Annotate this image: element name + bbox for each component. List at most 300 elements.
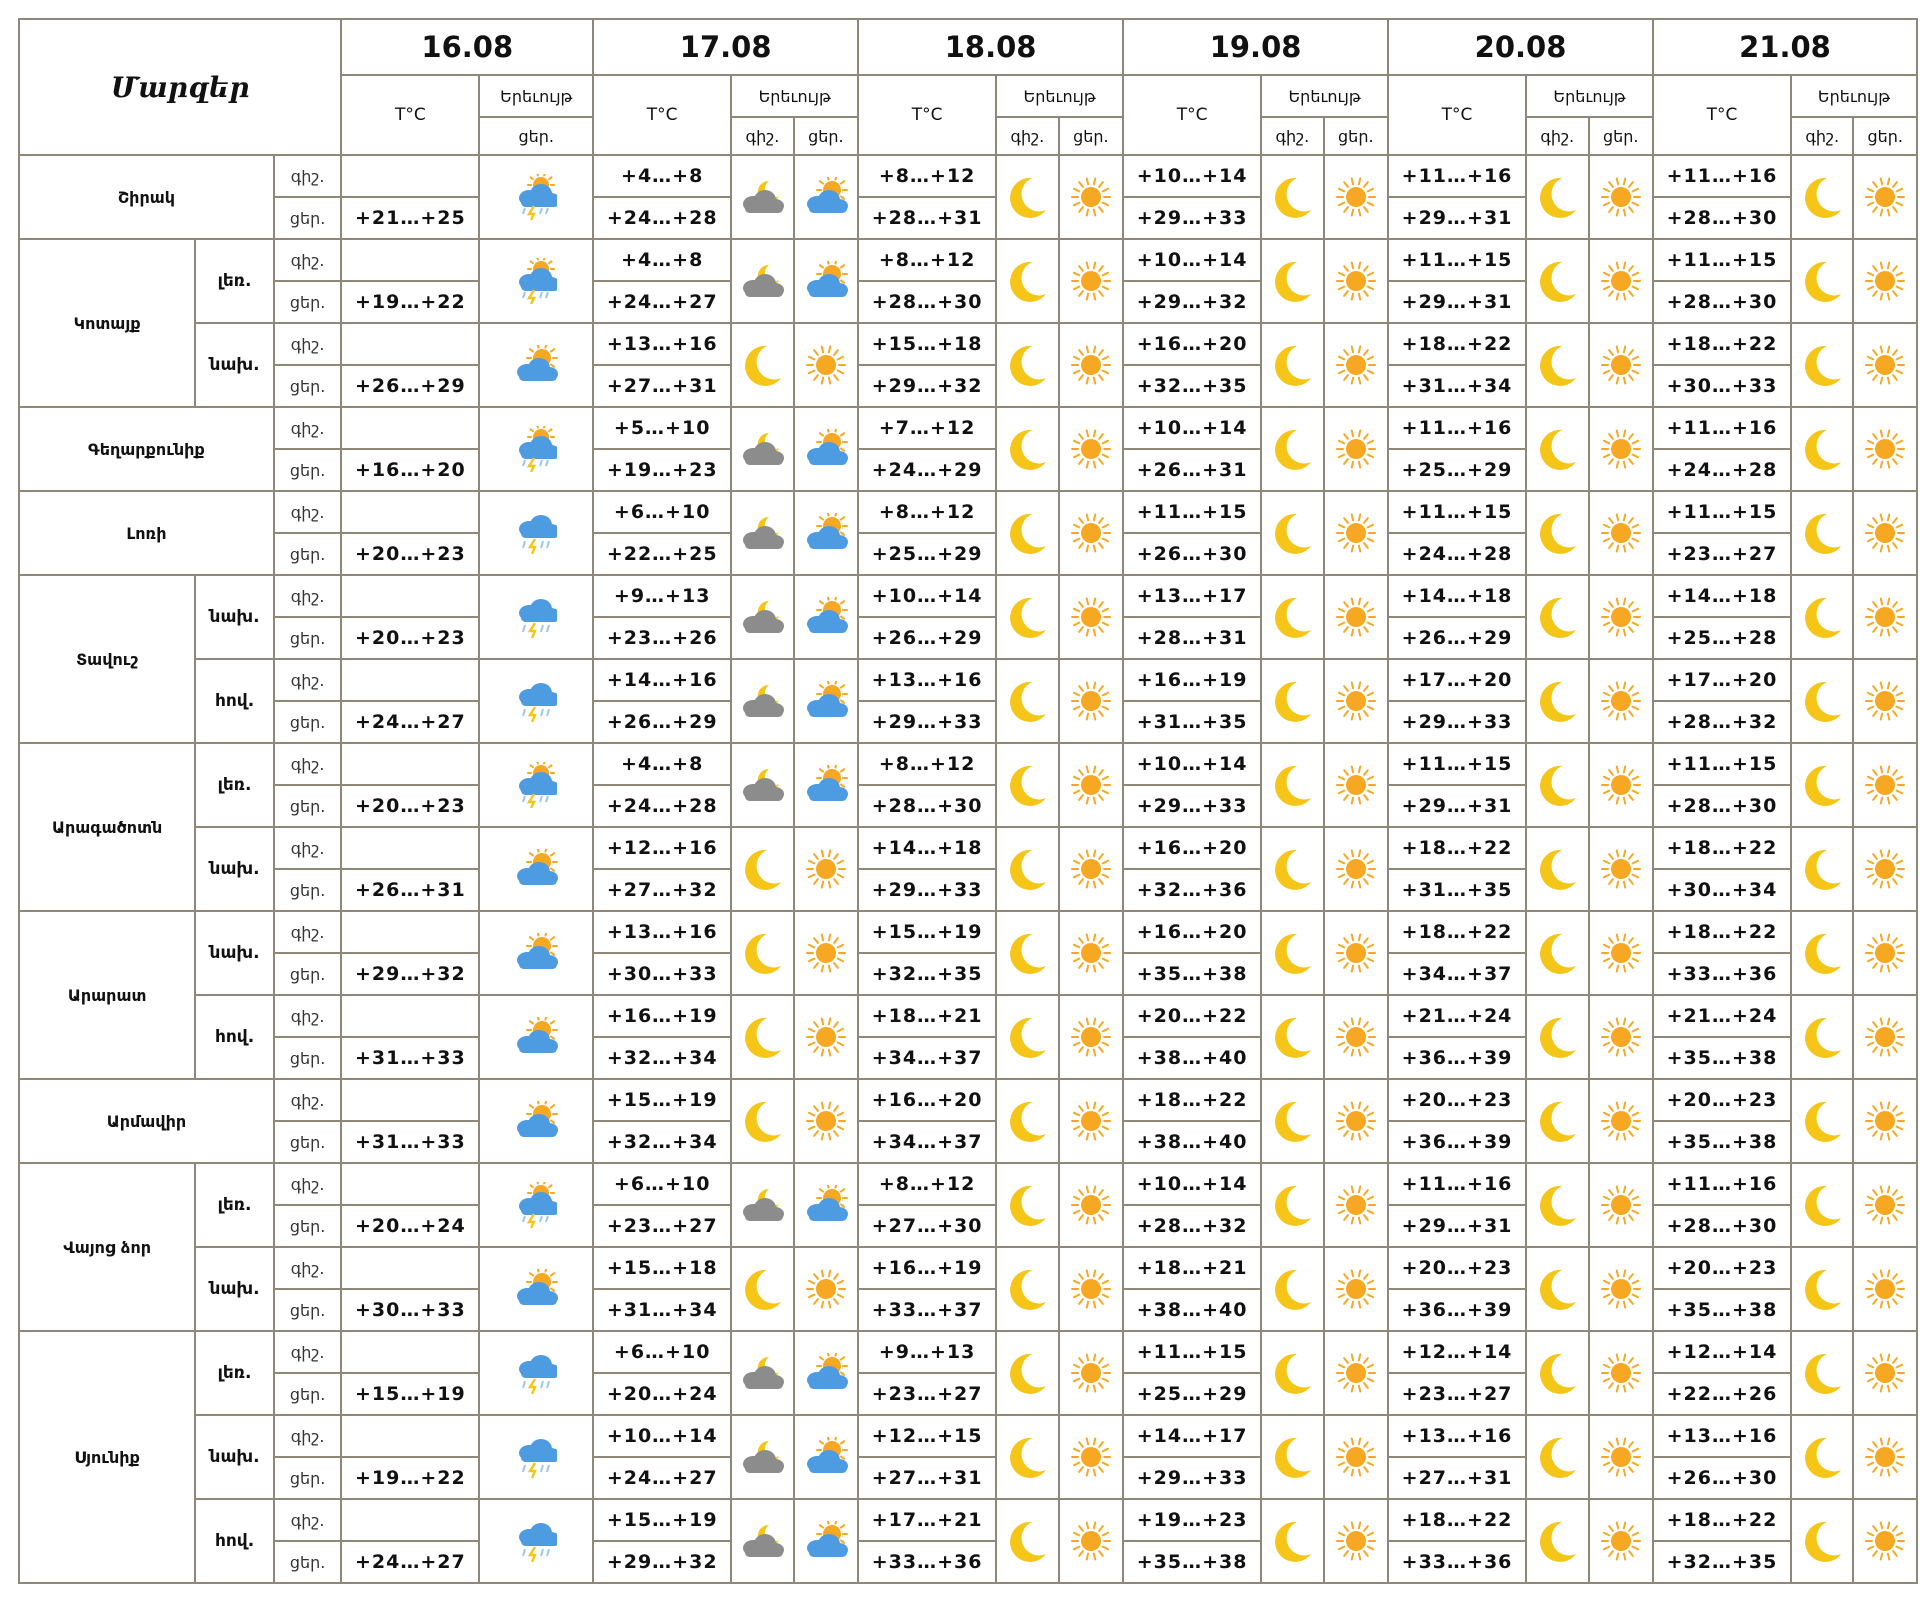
temperature-cell: [341, 743, 479, 785]
temperature-cell: +28…+30: [1653, 785, 1791, 827]
temperature-cell: +35…+38: [1653, 1289, 1791, 1331]
temperature-cell: +24…+28: [1388, 533, 1526, 575]
region-name: Կոտայք: [19, 239, 195, 407]
sun-icon: [1059, 155, 1124, 239]
temperature-cell: +15…+18: [858, 323, 996, 365]
date-header-19: 19.08: [1123, 19, 1388, 75]
cloud-moon-icon: [731, 407, 793, 491]
sun-icon: [1059, 575, 1124, 659]
weather-header: Երեւույթ: [1261, 75, 1388, 117]
temperature-cell: [341, 1247, 479, 1289]
cloud-sun-icon: [479, 827, 593, 911]
cloud-sun-icon: [479, 1247, 593, 1331]
temperature-cell: +29…+32: [1123, 281, 1261, 323]
cloud-sun-icon: [794, 491, 859, 575]
temperature-cell: +11…+15: [1388, 743, 1526, 785]
temperature-cell: +14…+18: [1388, 575, 1526, 617]
temperature-cell: +38…+40: [1123, 1121, 1261, 1163]
time-of-day-label: ցեր.: [274, 1037, 342, 1079]
moon-icon: [996, 1415, 1058, 1499]
moon-icon: [1526, 239, 1588, 323]
time-of-day-label: գիշ.: [274, 1499, 342, 1541]
time-of-day-label: ցեր.: [274, 869, 342, 911]
temperature-cell: +21…+24: [1653, 995, 1791, 1037]
table-row: [19, 239, 1917, 281]
region-name: Տավուշ: [19, 575, 195, 743]
temperature-cell: +18…+21: [858, 995, 996, 1037]
moon-icon: [1526, 995, 1588, 1079]
sun-icon: [1059, 911, 1124, 995]
temperature-cell: +27…+32: [593, 869, 731, 911]
temperature-cell: +24…+27: [341, 701, 479, 743]
area-label: նախ.: [195, 1415, 274, 1499]
temperature-cell: +24…+27: [341, 1541, 479, 1583]
sun-icon: [1853, 1079, 1917, 1163]
temperature-cell: +16…+19: [1123, 659, 1261, 701]
sun-icon: [1324, 1331, 1389, 1415]
temperature-cell: +10…+14: [1123, 743, 1261, 785]
temperature-cell: +20…+23: [1653, 1247, 1791, 1289]
sun-icon: [794, 1247, 859, 1331]
region-name: Լոռի: [19, 491, 274, 575]
moon-icon: [1261, 659, 1323, 743]
temperature-cell: +11…+16: [1388, 1163, 1526, 1205]
sun-icon: [1589, 1079, 1654, 1163]
sun-icon: [1059, 239, 1124, 323]
area-label: լեռ.: [195, 1163, 274, 1247]
temperature-cell: +15…+18: [593, 1247, 731, 1289]
temperature-cell: [341, 1331, 479, 1373]
temperature-cell: +36…+39: [1388, 1037, 1526, 1079]
moon-icon: [1261, 911, 1323, 995]
sun-icon: [1589, 323, 1654, 407]
sun-icon: [1324, 1415, 1389, 1499]
day-subheader: ցեր.: [479, 117, 593, 155]
temperature-cell: +21…+24: [1388, 995, 1526, 1037]
temperature-cell: +11…+15: [1653, 239, 1791, 281]
temperature-cell: +18…+22: [1653, 323, 1791, 365]
moon-icon: [1261, 575, 1323, 659]
weather-header: Երեւույթ: [1791, 75, 1917, 117]
sun-icon: [1324, 155, 1389, 239]
moon-icon: [1791, 323, 1853, 407]
temperature-cell: +29…+33: [1123, 785, 1261, 827]
temperature-cell: +11…+16: [1388, 155, 1526, 197]
temperature-cell: +10…+14: [1123, 1163, 1261, 1205]
cloud-moon-icon: [731, 1499, 793, 1583]
temperature-cell: +9…+13: [593, 575, 731, 617]
temperature-cell: +13…+17: [1123, 575, 1261, 617]
storm-icon: [479, 155, 593, 239]
weather-header: Երեւույթ: [731, 75, 858, 117]
temperature-cell: +26…+29: [341, 365, 479, 407]
temperature-cell: +16…+20: [1123, 323, 1261, 365]
sun-icon: [1324, 743, 1389, 827]
time-of-day-label: ցեր.: [274, 617, 342, 659]
temperature-cell: +32…+34: [593, 1037, 731, 1079]
area-label: հով.: [195, 1499, 274, 1583]
area-label: հով.: [195, 995, 274, 1079]
temperature-cell: +8…+12: [858, 491, 996, 533]
day-subheader: ցեր.: [1324, 117, 1389, 155]
moon-icon: [1261, 491, 1323, 575]
region-name: Վայոց ձոր: [19, 1163, 195, 1331]
sun-icon: [1853, 995, 1917, 1079]
temperature-cell: +29…+32: [593, 1541, 731, 1583]
area-label: նախ.: [195, 1247, 274, 1331]
time-of-day-label: ցեր.: [274, 533, 342, 575]
sun-icon: [1853, 743, 1917, 827]
temperature-cell: +20…+23: [341, 617, 479, 659]
temperature-cell: +20…+24: [593, 1373, 731, 1415]
storm-icon: [479, 239, 593, 323]
sun-icon: [1059, 1415, 1124, 1499]
area-label: նախ.: [195, 575, 274, 659]
temperature-cell: +33…+36: [858, 1541, 996, 1583]
table-row: [19, 827, 1917, 869]
sun-icon: [1324, 1163, 1389, 1247]
sun-icon: [1059, 491, 1124, 575]
time-of-day-label: ցեր.: [274, 1205, 342, 1247]
moon-icon: [996, 659, 1058, 743]
temperature-cell: +17…+20: [1653, 659, 1791, 701]
table-row: [19, 911, 1917, 953]
moon-icon: [1526, 827, 1588, 911]
temperature-cell: +8…+12: [858, 1163, 996, 1205]
date-header-21: 21.08: [1653, 19, 1917, 75]
area-label: նախ.: [195, 911, 274, 995]
day-subheader: ցեր.: [1853, 117, 1917, 155]
moon-icon: [1791, 407, 1853, 491]
table-row: [19, 575, 1917, 617]
temperature-cell: +25…+28: [1653, 617, 1791, 659]
moon-icon: [1791, 743, 1853, 827]
temperature-cell: +24…+28: [593, 785, 731, 827]
moon-icon: [996, 155, 1058, 239]
temperature-cell: +29…+32: [341, 953, 479, 995]
temperature-cell: +6…+10: [593, 1163, 731, 1205]
temperature-cell: +18…+22: [1653, 827, 1791, 869]
temperature-cell: +18…+22: [1388, 911, 1526, 953]
moon-icon: [996, 911, 1058, 995]
temperature-cell: +5…+10: [593, 407, 731, 449]
temp-header: T°C: [1123, 75, 1261, 155]
temperature-cell: +31…+33: [341, 1121, 479, 1163]
temperature-cell: +11…+15: [1653, 491, 1791, 533]
storm-icon: [479, 1163, 593, 1247]
temperature-cell: +34…+37: [858, 1037, 996, 1079]
moon-icon: [996, 995, 1058, 1079]
temperature-cell: +26…+30: [1123, 533, 1261, 575]
temperature-cell: +24…+27: [593, 1457, 731, 1499]
cloud-moon-icon: [731, 575, 793, 659]
sun-icon: [1589, 1163, 1654, 1247]
temperature-cell: +28…+32: [1653, 701, 1791, 743]
moon-icon: [996, 1499, 1058, 1583]
temperature-cell: +17…+21: [858, 1499, 996, 1541]
table-row: [19, 659, 1917, 701]
temperature-cell: +28…+30: [858, 785, 996, 827]
temperature-cell: [341, 575, 479, 617]
sun-icon: [1059, 995, 1124, 1079]
temperature-cell: +11…+16: [1653, 407, 1791, 449]
time-of-day-label: ցեր.: [274, 449, 342, 491]
sun-icon: [1589, 911, 1654, 995]
cloud-sun-icon: [794, 659, 859, 743]
cloud-sun-icon: [794, 1415, 859, 1499]
cloud-moon-icon: [731, 1163, 793, 1247]
temperature-cell: +30…+33: [1653, 365, 1791, 407]
moon-icon: [996, 407, 1058, 491]
temperature-cell: +19…+23: [1123, 1499, 1261, 1541]
moon-icon: [1526, 911, 1588, 995]
temperature-cell: +32…+35: [1653, 1541, 1791, 1583]
temperature-cell: +23…+27: [593, 1205, 731, 1247]
sun-icon: [1324, 1079, 1389, 1163]
sun-icon: [1324, 911, 1389, 995]
cloud-moon-icon: [731, 239, 793, 323]
time-of-day-label: գիշ.: [274, 1163, 342, 1205]
time-of-day-label: ցեր.: [274, 281, 342, 323]
time-of-day-label: ցեր.: [274, 365, 342, 407]
moon-icon: [1526, 575, 1588, 659]
temperature-cell: +29…+32: [858, 365, 996, 407]
sun-icon: [1324, 1247, 1389, 1331]
temperature-cell: +23…+27: [858, 1373, 996, 1415]
sun-icon: [794, 1079, 859, 1163]
moon-icon: [996, 323, 1058, 407]
date-header-20: 20.08: [1388, 19, 1653, 75]
temperature-cell: +25…+29: [1123, 1373, 1261, 1415]
temperature-cell: +13…+16: [593, 323, 731, 365]
temperature-cell: +20…+23: [341, 533, 479, 575]
temperature-cell: +36…+39: [1388, 1121, 1526, 1163]
cloud-rain-icon: [479, 659, 593, 743]
time-of-day-label: ցեր.: [274, 1457, 342, 1499]
region-name: Արմավիր: [19, 1079, 274, 1163]
night-subheader: գիշ.: [731, 117, 793, 155]
moon-icon: [1526, 743, 1588, 827]
moon-icon: [996, 1331, 1058, 1415]
table-row: [19, 1331, 1917, 1373]
sun-icon: [1853, 911, 1917, 995]
temperature-cell: +12…+16: [593, 827, 731, 869]
temperature-cell: +28…+32: [1123, 1205, 1261, 1247]
sun-icon: [1589, 239, 1654, 323]
cloud-sun-icon: [479, 995, 593, 1079]
moon-icon: [1791, 1247, 1853, 1331]
temperature-cell: +27…+31: [858, 1457, 996, 1499]
temperature-cell: +25…+29: [858, 533, 996, 575]
temp-header: T°C: [593, 75, 731, 155]
temperature-cell: +26…+29: [1388, 617, 1526, 659]
moon-icon: [1791, 1415, 1853, 1499]
time-of-day-label: գիշ.: [274, 743, 342, 785]
sun-icon: [1589, 1247, 1654, 1331]
night-subheader: գիշ.: [1526, 117, 1588, 155]
table-row: [19, 995, 1917, 1037]
temperature-cell: +24…+28: [1653, 449, 1791, 491]
temperature-cell: +26…+29: [593, 701, 731, 743]
temp-header: T°C: [858, 75, 996, 155]
temperature-cell: +10…+14: [1123, 155, 1261, 197]
temperature-cell: +31…+35: [1388, 869, 1526, 911]
temperature-cell: +16…+20: [1123, 827, 1261, 869]
temperature-cell: +32…+35: [858, 953, 996, 995]
temperature-cell: +28…+30: [858, 281, 996, 323]
temperature-cell: +29…+33: [858, 701, 996, 743]
temperature-cell: +31…+34: [593, 1289, 731, 1331]
cloud-sun-icon: [479, 911, 593, 995]
temperature-cell: +23…+26: [593, 617, 731, 659]
moon-icon: [1526, 155, 1588, 239]
moon-icon: [731, 911, 793, 995]
temperature-cell: +30…+33: [341, 1289, 479, 1331]
cloud-sun-icon: [794, 1331, 859, 1415]
moon-icon: [1791, 575, 1853, 659]
sun-icon: [1853, 491, 1917, 575]
temperature-cell: +28…+31: [858, 197, 996, 239]
sun-icon: [1853, 1499, 1917, 1583]
temperature-cell: +10…+14: [858, 575, 996, 617]
table-row: [19, 491, 1917, 533]
time-of-day-label: գիշ.: [274, 323, 342, 365]
time-of-day-label: ցեր.: [274, 1541, 342, 1583]
night-subheader: գիշ.: [1791, 117, 1853, 155]
cloud-sun-icon: [479, 1079, 593, 1163]
temperature-cell: [341, 995, 479, 1037]
temperature-cell: +26…+29: [858, 617, 996, 659]
moon-icon: [1526, 1079, 1588, 1163]
sun-icon: [1589, 827, 1654, 911]
sun-icon: [1059, 1331, 1124, 1415]
moon-icon: [1261, 743, 1323, 827]
time-of-day-label: ցեր.: [274, 197, 342, 239]
temperature-cell: +35…+38: [1653, 1121, 1791, 1163]
date-header-17: 17.08: [593, 19, 858, 75]
table-row: [19, 155, 1917, 197]
temperature-cell: +26…+31: [1123, 449, 1261, 491]
table-row: [19, 743, 1917, 785]
temperature-cell: +18…+22: [1388, 323, 1526, 365]
cloud-rain-icon: [479, 491, 593, 575]
temperature-cell: +31…+33: [341, 1037, 479, 1079]
area-label: նախ.: [195, 827, 274, 911]
region-name: Արագածոտն: [19, 743, 195, 911]
temperature-cell: +18…+21: [1123, 1247, 1261, 1289]
temperature-cell: +38…+40: [1123, 1037, 1261, 1079]
temperature-cell: +30…+34: [1653, 869, 1791, 911]
temperature-cell: +32…+35: [1123, 365, 1261, 407]
sun-icon: [1589, 1499, 1654, 1583]
sun-icon: [1853, 659, 1917, 743]
temperature-cell: +29…+31: [1388, 785, 1526, 827]
region-name: Արարատ: [19, 911, 195, 1079]
temperature-cell: [341, 239, 479, 281]
sun-icon: [1853, 155, 1917, 239]
time-of-day-label: ցեր.: [274, 701, 342, 743]
sun-icon: [1059, 1499, 1124, 1583]
sun-icon: [1324, 407, 1389, 491]
temperature-cell: +24…+27: [593, 281, 731, 323]
temperature-cell: [341, 1415, 479, 1457]
date-header-18: 18.08: [858, 19, 1123, 75]
temperature-cell: +28…+31: [1123, 617, 1261, 659]
table-row: [19, 1163, 1917, 1205]
moon-icon: [1791, 1163, 1853, 1247]
temperature-cell: +20…+23: [1388, 1247, 1526, 1289]
temperature-cell: +23…+27: [1653, 533, 1791, 575]
forecast-body: [19, 155, 1917, 1583]
temperature-cell: +6…+10: [593, 1331, 731, 1373]
weather-header: Երեւույթ: [479, 75, 593, 117]
sun-icon: [1059, 1247, 1124, 1331]
sun-icon: [1853, 1163, 1917, 1247]
time-of-day-label: գիշ.: [274, 659, 342, 701]
sun-icon: [1059, 1163, 1124, 1247]
cloud-moon-icon: [731, 659, 793, 743]
temperature-cell: +33…+37: [858, 1289, 996, 1331]
time-of-day-label: գիշ.: [274, 1415, 342, 1457]
sun-icon: [1324, 827, 1389, 911]
moon-icon: [1261, 323, 1323, 407]
temperature-cell: +17…+20: [1388, 659, 1526, 701]
moon-icon: [1791, 155, 1853, 239]
temperature-cell: +20…+23: [341, 785, 479, 827]
moon-icon: [996, 827, 1058, 911]
temperature-cell: +14…+16: [593, 659, 731, 701]
temperature-cell: +11…+16: [1653, 155, 1791, 197]
temperature-cell: +10…+14: [593, 1415, 731, 1457]
temp-header: T°C: [341, 75, 479, 155]
sun-icon: [1853, 1415, 1917, 1499]
temperature-cell: +29…+33: [858, 869, 996, 911]
cloud-rain-icon: [479, 1331, 593, 1415]
temperature-cell: +20…+22: [1123, 995, 1261, 1037]
moon-icon: [1526, 1163, 1588, 1247]
temperature-cell: +20…+23: [1388, 1079, 1526, 1121]
table-row: [19, 323, 1917, 365]
temperature-cell: [341, 155, 479, 197]
temperature-cell: +29…+33: [1123, 197, 1261, 239]
temperature-cell: +15…+19: [341, 1373, 479, 1415]
temperature-cell: +21…+25: [341, 197, 479, 239]
regions-header: Մարզեր: [19, 19, 341, 155]
cloud-sun-icon: [479, 323, 593, 407]
moon-icon: [731, 1079, 793, 1163]
temperature-cell: +18…+22: [1653, 1499, 1791, 1541]
temperature-cell: +27…+31: [1388, 1457, 1526, 1499]
cloud-rain-icon: [479, 575, 593, 659]
region-name: Շիրակ: [19, 155, 274, 239]
temperature-cell: +18…+22: [1653, 911, 1791, 953]
temperature-cell: +23…+27: [1388, 1373, 1526, 1415]
day-subheader: ցեր.: [1059, 117, 1124, 155]
weather-header: Երեւույթ: [996, 75, 1123, 117]
sun-icon: [1059, 743, 1124, 827]
day-subheader: ցեր.: [794, 117, 859, 155]
time-of-day-label: ցեր.: [274, 1373, 342, 1415]
sun-icon: [1324, 659, 1389, 743]
time-of-day-label: գիշ.: [274, 1079, 342, 1121]
cloud-rain-icon: [479, 1499, 593, 1583]
temperature-cell: +4…+8: [593, 155, 731, 197]
sun-icon: [1589, 407, 1654, 491]
table-row: [19, 1247, 1917, 1289]
temperature-cell: +12…+14: [1388, 1331, 1526, 1373]
temperature-cell: +8…+12: [858, 239, 996, 281]
temperature-cell: +35…+38: [1123, 1541, 1261, 1583]
